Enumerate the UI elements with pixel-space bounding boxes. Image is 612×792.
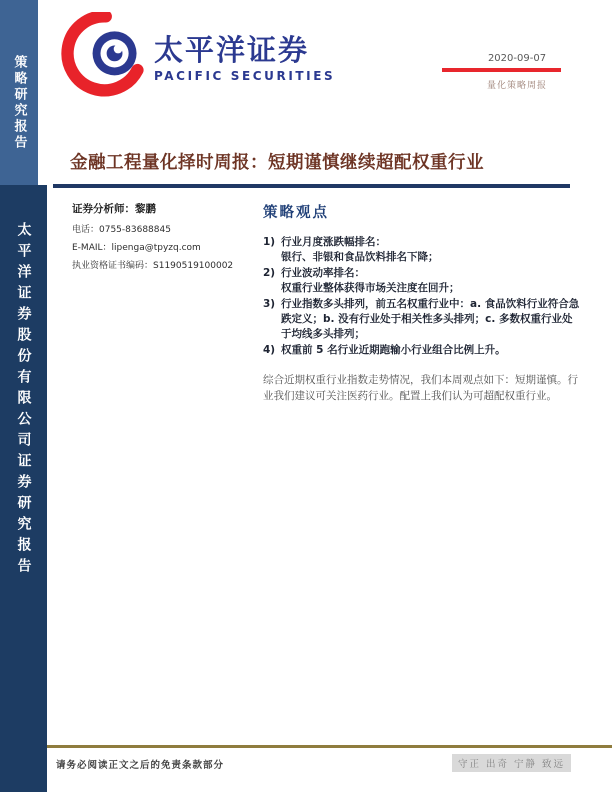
sidebar-company-label: 太平洋证券股份有限公司证券研究报告	[15, 222, 32, 579]
viewpoint-number: 1)	[263, 236, 276, 248]
pacific-securities-logo-icon	[60, 12, 148, 100]
footer-motto: 守正 出奇 宁静 致远	[452, 754, 571, 772]
footer-divider	[47, 745, 612, 748]
viewpoint-item-2	[263, 266, 580, 296]
viewpoint-text: 行业波动率排名：	[281, 267, 365, 279]
viewpoint-text: 行业指数多头排列，前五名权重行业中：a. 食品饮料行业符合急跌定义；b. 没有行业处于相关性多头排列；c. 多数权重行业处于均线多头排列；	[281, 298, 580, 340]
logo-english-name: PACIFIC SECURITIES	[154, 69, 336, 83]
title-underline	[53, 184, 570, 188]
logo-chinese-name: 太平洋证券	[154, 33, 310, 67]
viewpoint-item-3	[263, 297, 580, 342]
viewpoints-list	[263, 235, 580, 358]
sidebar-company-band	[0, 185, 47, 792]
viewpoint-text: 银行、非银和食品饮料排名下降；	[281, 251, 439, 263]
report-title: 金融工程量化择时周报：短期谨慎继续超配权重行业	[70, 153, 484, 173]
viewpoint-text: 权重前 5 名行业近期跑输小行业组合比例上升。	[281, 344, 506, 356]
sidebar-report-category-label: 策略研究报告	[11, 55, 27, 151]
logo-text	[154, 12, 335, 83]
viewpoint-text: 行业月度涨跌幅排名：	[281, 236, 386, 248]
strategy-viewpoints-section	[263, 201, 580, 404]
viewpoint-number: 3)	[263, 298, 276, 310]
viewpoint-item-1	[263, 235, 580, 265]
analyst-license-line: 执业资格证书编码：S1190519100002	[72, 261, 234, 271]
viewpoint-number: 2)	[263, 267, 276, 279]
analyst-name-line: 证券分析师：黎鹏	[72, 203, 156, 215]
footer-disclaimer: 请务必阅读正文之后的免责条款部分	[56, 760, 225, 771]
viewpoint-item-4	[263, 343, 580, 358]
analyst-info-block	[72, 201, 262, 276]
viewpoint-text: 权重行业整体获得市场关注度在回升；	[281, 282, 460, 294]
report-type-label: 量化策略周报	[486, 81, 547, 91]
date-underline	[442, 68, 561, 72]
viewpoint-number: 4)	[263, 344, 276, 356]
analyst-phone-line: 电话：0755-83688845	[72, 225, 171, 235]
viewpoints-summary: 综合近期权重行业指数走势情况，我们本周观点如下：短期谨慎。行业我们建议可关注医药行业。配置上我们认为可超配权重行业。	[263, 374, 578, 402]
sidebar-strategy-band	[0, 0, 38, 185]
report-date: 2020-09-07	[487, 53, 547, 64]
company-logo	[60, 12, 335, 100]
viewpoints-heading: 策略观点	[263, 205, 329, 221]
analyst-email-line: E-MAIL：lipenga@tpyzq.com	[72, 243, 201, 253]
